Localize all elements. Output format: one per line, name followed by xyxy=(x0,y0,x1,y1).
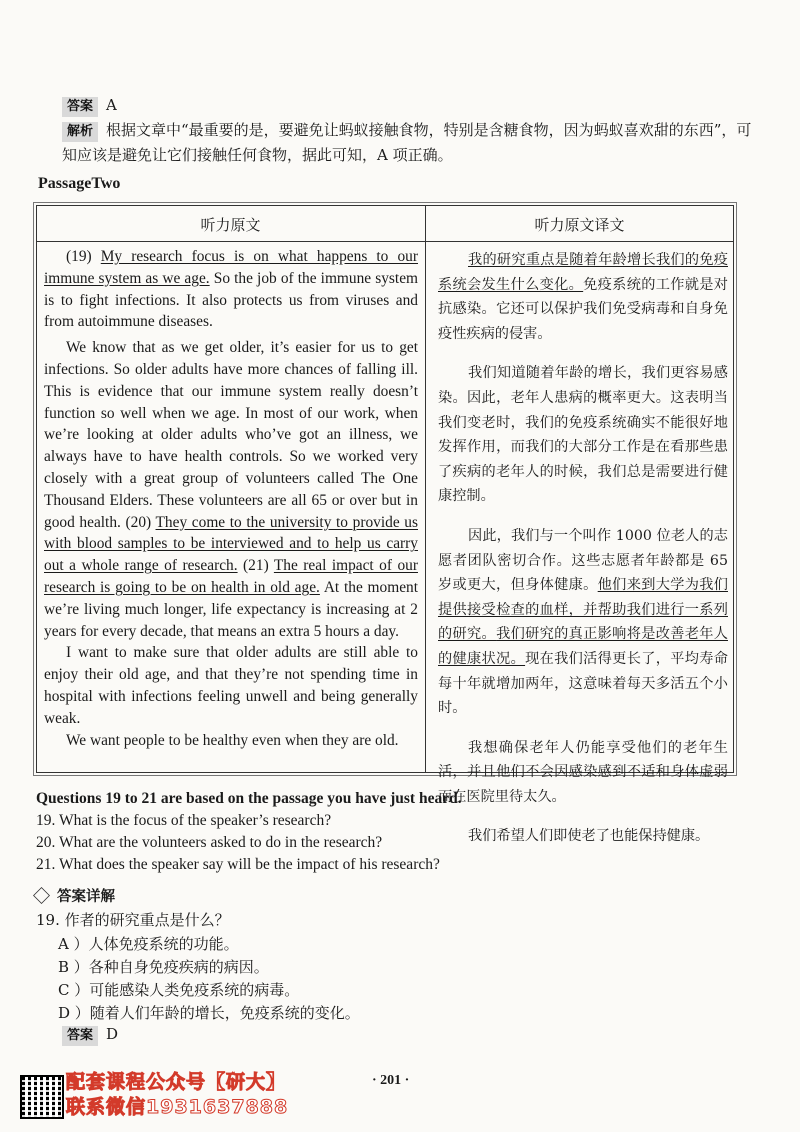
en-paragraph-2 xyxy=(44,337,418,642)
answer-details-heading xyxy=(34,885,115,906)
cn-paragraph-3 xyxy=(438,524,728,721)
question-19: 19. What is the focus of the speaker’s research? xyxy=(36,812,332,829)
cn-underlined-21: 我们研究的真正影响将是改善老年人的健康状况。 xyxy=(438,626,728,667)
cn-paragraph-2: 我们知道随着年龄的增长，我们更容易感染。因此，老年人患病的概率更大。这表明当我们变老时，我们的免疫系统确实不能很好地发挥作用，而我们的大部分工作是在看那些患了疾病的老年人的时候，我们总是需要进行健康控制。 xyxy=(438,365,728,505)
question-20: 20. What are the volunteers asked to do in the research? xyxy=(36,834,383,851)
cube-icon xyxy=(33,887,50,904)
page-number: · 201 · xyxy=(372,1073,410,1088)
answer-tag: 答案 xyxy=(62,97,98,117)
cn-underlined-20: 他们来到大学为我们提供接受检查的血样，并帮助我们进行一系列的研究。 xyxy=(438,577,728,643)
answer-value-19: D xyxy=(106,1025,119,1043)
option-d: D ）随着人们年龄的增长，免疫系统的变化。 xyxy=(58,1004,360,1022)
passage-title: PassageTwo xyxy=(38,175,121,192)
detail-question-19: 19. 作者的研究重点是什么？ xyxy=(36,911,230,929)
header-translation: 听力原文译文 xyxy=(534,216,625,234)
en-p1-rest: So the job of the immune system is to fight infections. It also protects us from viruses and from autoimmune diseases. xyxy=(44,269,418,331)
answer-19 xyxy=(62,1025,118,1046)
en-p2-rest: At the moment we’re living much longer, life expectancy is increasing at 2 years for every decade, that means an extra 5 hours a day. xyxy=(44,578,418,640)
cn-paragraph-4: 我想确保老年人仍能享受他们的老年生活，并且他们不会因感染感到不适和身体虚弱而在医院里待太久。 xyxy=(438,739,728,805)
option-a: A ）人体免疫系统的功能。 xyxy=(58,935,239,953)
en-paragraph-3: I want to make sure that older adults are still able to enjoy their old age, and that they’re not spending time in hospital with infections feeling unwell and being generally weak. xyxy=(44,644,418,727)
marker-19: (19) xyxy=(66,248,101,265)
underlined-20: They come to the university to provide us with blood samples to be interviewed and to help us carry out a whole range of research. xyxy=(44,513,418,575)
table-header-divider xyxy=(36,241,734,242)
option-c: C ）可能感染人类免疫系统的病毒。 xyxy=(58,981,300,999)
explanation xyxy=(62,118,752,168)
explanation-tag: 解析 xyxy=(62,122,98,142)
marker-21: (21) xyxy=(237,557,274,575)
promo-watermark xyxy=(66,1070,288,1120)
chinese-translation xyxy=(438,248,728,864)
en-paragraph-1 xyxy=(44,246,418,333)
explanation-text: 根据文章中“最重要的是，要避免让蚂蚁接触食物，特别是含糖食物，因为蚂蚁喜欢甜的东西”，可知应该是避免让它们接触任何食物，据此可知，A 项正确。 xyxy=(62,121,752,164)
option-b: B ）各种自身免疫疾病的病因。 xyxy=(58,958,269,976)
cn-p1-rest: 免疫系统的工作就是对抗感染。它还可以保护我们免受病毒和自身免疫性疾病的侵害。 xyxy=(438,276,728,342)
table-column-divider xyxy=(425,205,426,773)
cn-paragraph-5: 我们希望人们即使老了也能保持健康。 xyxy=(468,828,710,845)
header-original: 听力原文 xyxy=(200,216,261,234)
underlined-19: My research focus is on what happens to our immune system as we age. xyxy=(44,248,418,287)
cn-underlined-19: 我的研究重点是随着年龄增长我们的免疫系统会发生什么变化。 xyxy=(438,252,728,293)
promo-line-2: 联系微信1931637888 xyxy=(66,1096,289,1118)
answer-tag-19: 答案 xyxy=(62,1026,98,1046)
promo-line-1: 配套课程公众号【研大】 xyxy=(66,1071,287,1093)
en-p2-text: We know that as we get older, it’s easier for us to get infections. So older adults have more chances of falling ill. This is evidence that our immune system really doesn’t function so well when we age. In most of our work, when we’re looking at older adults who’ve got an illness, we always have to have health controls. So we worked very closely with a great group of volunteers called The One Thousand Elders. These volunteers are all 65 or over but in good health. (20) xyxy=(44,339,418,531)
english-transcript xyxy=(44,246,418,751)
en-paragraph-4: We want people to be healthy even when they are old. xyxy=(66,731,399,749)
question-21: 21. What does the speaker say will be the impact of his research? xyxy=(36,856,440,873)
cn-paragraph-1 xyxy=(438,248,728,346)
cn-p3-rest: 现在我们活得更长了，平均寿命每十年就增加两年，这意味着每天多活五个小时。 xyxy=(438,650,728,717)
answer-value: A xyxy=(106,96,117,114)
qr-code-icon xyxy=(20,1075,64,1119)
answer-details-label: 答案详解 xyxy=(57,889,115,905)
cn-p3-text: 因此，我们与一个叫作 1000 位老人的志愿者团队密切合作。这些志愿者年龄都是 65 岁或更大，但身体健康。 xyxy=(438,527,728,594)
underlined-21: The real impact of our research is going to be on health in old age. xyxy=(44,557,418,596)
previous-answer xyxy=(62,94,117,117)
questions-heading: Questions 19 to 21 are based on the passage you have just heard. xyxy=(36,790,462,807)
